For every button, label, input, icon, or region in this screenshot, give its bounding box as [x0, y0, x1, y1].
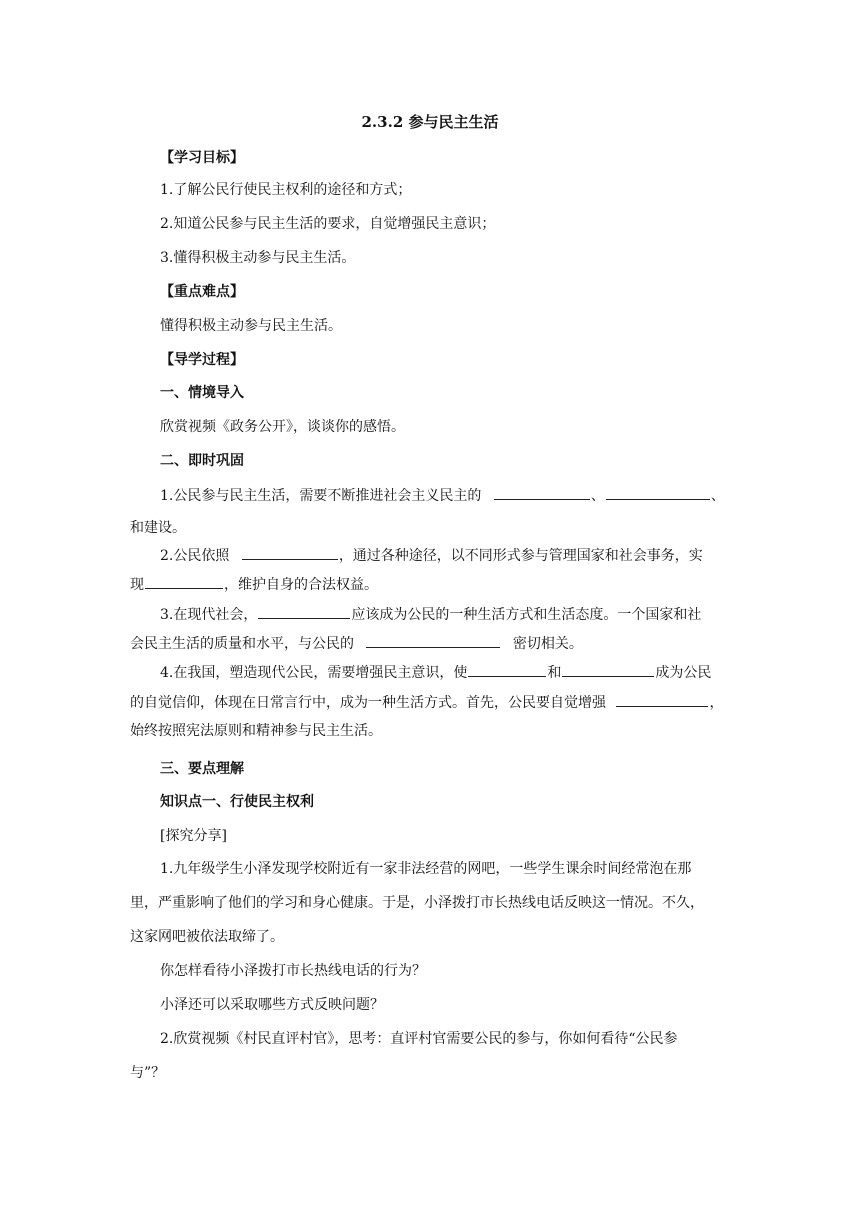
question-4-line-2	[130, 692, 723, 713]
objective-item: 2.知道公民参与民主生活的要求，自觉增强民主意识；	[160, 216, 496, 232]
fill-blank[interactable]	[468, 662, 546, 677]
q3-text: 会民主生活的质量和水平，与公民的	[130, 636, 354, 652]
question-4-line-3: 始终按照宪法原则和精神参与民主生活。	[130, 723, 382, 739]
q3-text: 应该成为公民的一种生活方式和生活态度。一个国家和社	[351, 607, 702, 623]
q4-text: 和	[547, 665, 562, 681]
guide-heading: 【导学过程】	[160, 352, 244, 368]
objective-item: 3.懂得积极主动参与民主生活。	[160, 250, 356, 266]
case-2-line-2: 与”？	[130, 1065, 166, 1081]
case-1-question-1: 你怎样看待小泽拨打市长热线电话的行为？	[160, 963, 426, 979]
fill-blank[interactable]	[242, 545, 338, 560]
fill-blank[interactable]	[258, 604, 350, 619]
question-1-line-1	[160, 485, 725, 506]
fill-blank[interactable]	[616, 692, 708, 707]
question-3-line-1	[160, 604, 701, 625]
question-4-line-1	[160, 662, 711, 683]
intro-text: 欣赏视频《政务公开》，谈谈你的感悟。	[160, 419, 405, 435]
q4-text: 成为公民	[655, 665, 712, 681]
q2-text: 现	[130, 577, 144, 593]
q2-text: ，通过各种途径，以不同形式参与管理国家和社会事务，实	[338, 548, 703, 564]
case-1-line-3: 这家网吧被依法取缔了。	[130, 929, 284, 945]
page-title: 2.3.2 参与民主生活	[361, 113, 499, 131]
objective-item: 1.了解公民行使民主权利的途径和方式；	[160, 182, 412, 198]
understanding-heading: 三、要点理解	[160, 761, 244, 777]
q1-separator: 、	[710, 488, 725, 504]
explore-label: [探究分享]	[160, 828, 227, 844]
q1-text: 1.公民参与民主生活，需要不断推进社会主义民主的	[160, 488, 482, 504]
key-points-text: 懂得积极主动参与民主生活。	[160, 318, 342, 334]
question-2-line-2	[130, 574, 378, 595]
q2-text: ，维护自身的合法权益。	[224, 577, 378, 593]
case-1-question-2: 小泽还可以采取哪些方式反映问题？	[160, 997, 384, 1013]
fill-blank[interactable]	[366, 633, 500, 648]
q2-text: 2.公民依照	[160, 548, 230, 564]
question-3-line-2	[130, 633, 583, 654]
fill-blank[interactable]	[562, 662, 654, 677]
case-2-line-1: 2.欣赏视频《村民直评村官》，思考：直评村官需要公民的参与，你如何看待“公民参	[160, 1031, 678, 1047]
q4-text: 的自觉信仰，体现在日常言行中，成为一种生活方式。首先，公民要自觉增强	[130, 695, 606, 711]
case-1-line-1: 1.九年级学生小泽发现学校附近有一家非法经营的网吧，一些学生课余时间经常泡在那	[160, 861, 692, 877]
consolidation-heading: 二、即时巩固	[160, 453, 244, 469]
intro-heading: 一、情境导入	[160, 385, 244, 401]
fill-blank[interactable]	[145, 574, 223, 589]
fill-blank[interactable]	[606, 485, 710, 500]
knowledge-point-1-heading: 知识点一、行使民主权利	[160, 794, 314, 810]
q3-text: 密切相关。	[512, 636, 583, 652]
key-points-heading: 【重点难点】	[160, 284, 244, 300]
case-1-line-2: 里，严重影响了他们的学习和身心健康。于是，小泽拨打市长热线电话反映这一情况。不久，	[130, 895, 704, 911]
q4-text: 4.在我国，塑造现代公民，需要增强民主意识，使	[160, 665, 468, 681]
fill-blank[interactable]	[494, 485, 590, 500]
q3-text: 3.在现代社会，	[160, 607, 258, 623]
q1-separator: 、	[590, 488, 605, 504]
objectives-heading: 【学习目标】	[160, 150, 244, 166]
question-1-line-2: 和建设。	[130, 520, 186, 536]
question-2-line-1	[160, 545, 703, 566]
q4-text: ，	[709, 695, 724, 711]
